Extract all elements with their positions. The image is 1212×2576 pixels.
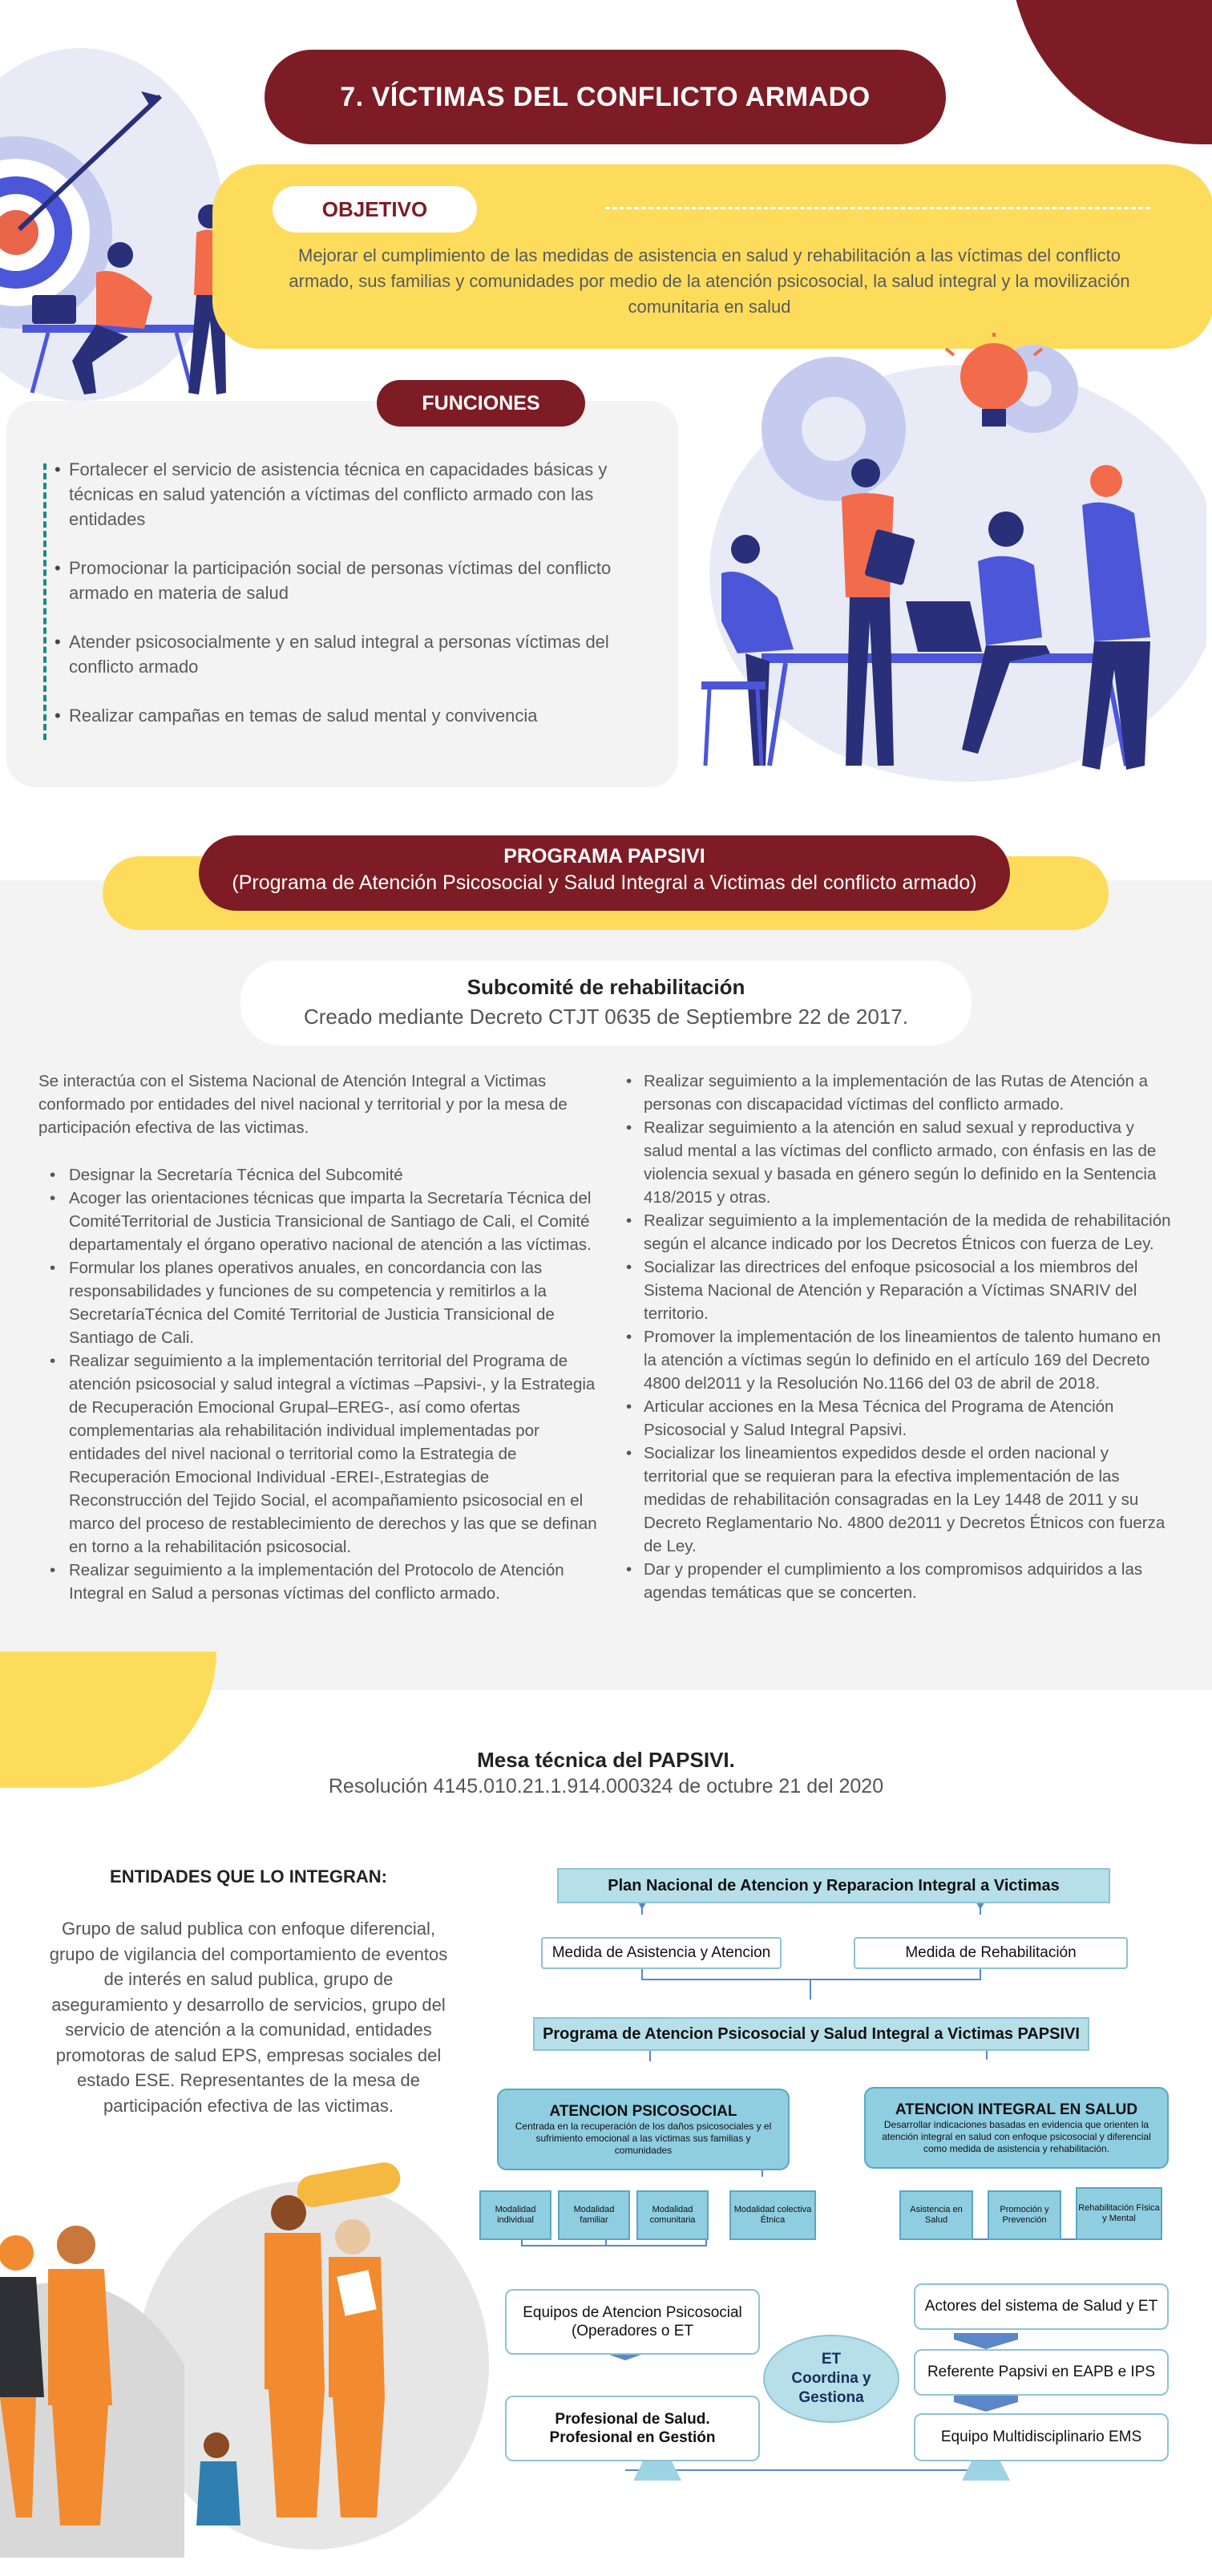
list-item: • Socializar las directrices del enfoque psicosocial a los miembros del Sistema Nacional de Atención y Reparación a Víctimas SNARIV del territorio. — [621, 1256, 1174, 1325]
funciones-item: • Atender psicosocialmente y en salud integral a personas víctimas del conflicto armado — [55, 629, 648, 679]
subcomite-text: Creado mediante Decreto CTJT 0635 de Septiembre 22 de 2017. — [304, 1005, 908, 1029]
funciones-item: • Fortalecer el servicio de asistencia técnica en capacidades básicas y técnicas en salud yatención a víctimas del conflicto armado con las entidades — [55, 457, 648, 532]
list-item: • Articular acciones en la Mesa Técnica del Programa de Atención Psicosocial y Salud Integral Papsivi. — [621, 1395, 1174, 1442]
subcomite-title: Subcomité de rehabilitación — [467, 975, 745, 999]
medida-asistencia-box: Medida de Asistencia y Atencion — [541, 1937, 782, 1969]
list-item: • Dar y propender el cumplimiento a los compromisos adquiridos a las agendas temáticas que se concerten. — [621, 1558, 1174, 1604]
page-title: 7. VÍCTIMAS DEL CONFLICTO ARMADO — [265, 50, 946, 144]
list-item: • Designar la Secretaría Técnica del Subcomité — [38, 1163, 600, 1187]
list-item: • Realizar seguimiento a la implementación del Protocolo de Atención Integral en Salud a personas víctimas del conflicto armado. — [38, 1559, 600, 1605]
left-column — [38, 1070, 600, 1605]
medida-rehabilitacion-box: Medida de Rehabilitación — [854, 1937, 1128, 1969]
profesional-salud-box: Profesional de Salud. Profesional en Gestión — [505, 2396, 760, 2461]
list-item: • Realizar seguimiento a la implementación de las Rutas de Atención a personas con discapacidad víctimas del conflicto armado. — [621, 1070, 1174, 1116]
papsivi-subtitle: (Programa de Atención Psicosocial y Salud Integral a Victimas del conflicto armado) — [232, 871, 977, 894]
funciones-divider — [43, 463, 46, 740]
objetivo-text: Mejorar el cumplimiento de las medidas de asistencia en salud y rehabilitación a las víctimas del conflicto armado, sus familias y comunidades por medio de la atención psicosocial, la salud integral y la movilización comunitaria en salud — [289, 245, 1130, 317]
et-coordina-box: ET Coordina y Gestiona — [763, 2335, 899, 2423]
papsivi-diagram — [481, 1860, 1202, 2485]
list-item: • Realizar seguimiento a la atención en salud sexual y reproductiva y salud mental a las víctimas del conflicto armado, con énfasis en las de violencia sexual y basada en género según lo definido en la Sentencia 418/2015 y otras. — [621, 1116, 1174, 1209]
atencion-integral-title: ATENCION INTEGRAL EN SALUD — [895, 2101, 1138, 2118]
atencion-psicosocial-title: ATENCION PSICOSOCIAL — [549, 2102, 737, 2120]
papsivi-header — [199, 835, 1010, 911]
modalidad-comunitaria-box: Modalidad comunitaria — [636, 2190, 709, 2240]
referente-papsivi-box: Referente Papsivi en EAPB e IPS — [914, 2349, 1169, 2396]
atencion-integral-box — [864, 2087, 1169, 2169]
list-item: • Acoger las orientaciones técnicas que imparta la Secretaría Técnica del ComitéTerritorial de Justicia Transicional de Santiago de Cali, el Comité departamentaly el órgano operativo nacional de atención a las víctimas. — [38, 1187, 600, 1256]
funciones-list — [55, 457, 648, 752]
mesa-resolution: Resolución 4145.010.21.1.914.000324 de octubre 21 del 2020 — [328, 1775, 884, 1798]
corner-decoration — [1010, 0, 1212, 144]
funciones-item: • Promocionar la participación social de personas víctimas del conflicto armado en materia de salud — [55, 556, 648, 605]
promocion-prevencion-box: Promoción y Prevención — [988, 2190, 1061, 2240]
subcomite-card — [240, 960, 972, 1045]
atencion-psicosocial-text: Centrada en la recuperación de los daños psicosociales y el sufrimiento emocional a las víctimas sus familias y comunidades — [515, 2120, 772, 2156]
mesa-title: Mesa técnica del PAPSIVI. — [477, 1748, 735, 1772]
modalidad-individual-box: Modalidad individual — [479, 2190, 551, 2240]
list-item: • Promover la implementación de los lineamientos de talento humano en la atención a víctimas según lo definido en el artículo 169 del Decreto 4800 del2011 y la Resolución No.1166 del 03 de abril de 2018. — [621, 1325, 1174, 1395]
atencion-integral-text: Desarrollar indicaciones basadas en evidencia que orienten la atención integral en salud con enfoque psicosocial y diferencial como medida de asistencia y rehabilitación. — [882, 2118, 1151, 2154]
papsivi-title: PROGRAMA PAPSIVI — [503, 845, 705, 867]
list-item: • Formular los planes operativos anuales, en concordancia con las responsabilidades y funciones de su competencia y remitirlos a la SecretaríaTécnica del Comité Territorial de Justicia Transicional de Santiago de Cali. — [38, 1256, 600, 1349]
programa-papsivi-box: Programa de Atencion Psicosocial y Salud Integral a Victimas PAPSIVI — [533, 2017, 1089, 2051]
entidades-text: Grupo de salud publica con enfoque diferencial, grupo de vigilancia del comportamiento de eventos de interés en salud publica, grupo de aseguramiento y desarrollo de servicios, grupo del servicio de atención a la comunidad, entidades promotoras de salud EPS, empresas sociales del estado ESE. Representantes de la mesa de participación efectiva de las victimas. — [49, 1919, 448, 2116]
target-illustration — [0, 80, 240, 401]
equipo-ems-box: Equipo Multidisciplinario EMS — [914, 2413, 1169, 2461]
modalidad-etnica-box: Modalidad colectiva Étnica — [729, 2190, 816, 2240]
people-illustration — [0, 2157, 497, 2558]
equipos-psicosocial-box: Equipos de Atencion Psicosocial (Operadores o ET — [505, 2289, 760, 2355]
entidades-title: ENTIDADES QUE LO INTEGRAN: — [110, 1866, 387, 1887]
objetivo-divider — [605, 207, 1150, 209]
list-item: • Realizar seguimiento a la implementación territorial del Programa de atención psicosocial y salud integral a víctimas –Papsivi-, y la Estrategia de Recuperación Emocional Grupal–EREG-, así como ofertas complementarias ala rehabilitación individual implementadas por entidades del nivel nacional o territorial como la Estrategia de Recuperación Emocional Individual -EREI-,Estrategias de Reconstrucción del Tejido Social, el acompañamiento psicosocial en el marco del proceso de restablecimiento de derechos y las que se definan en torno a la rehabilitación psicosocial. — [38, 1349, 600, 1559]
list-item: • Realizar seguimiento a la implementación de la medida de rehabilitación según el alcance indicado por los Decretos Étnicos con fuerza de Ley. — [621, 1209, 1174, 1256]
rehabilitacion-box: Rehabilitación Física y Mental — [1076, 2187, 1162, 2240]
team-illustration — [689, 333, 1206, 798]
funciones-label: FUNCIONES — [377, 380, 585, 427]
actores-sistema-box: Actores del sistema de Salud y ET — [914, 2283, 1169, 2330]
plan-nacional-box: Plan Nacional de Atencion y Reparacion Integral a Victimas — [557, 1868, 1110, 1903]
objetivo-label: OBJETIVO — [273, 186, 477, 233]
list-item: • Socializar los lineamientos expedidos desde el orden nacional y territorial que se requieran para la efectiva implementación de las medidas de rehabilitación consagradas en la Ley 1448 de 2011 y su Decreto Reglamentario No. 4800 de2011 y Decretos Étnicos con fuerza de Ley. — [621, 1442, 1174, 1558]
right-column — [621, 1070, 1174, 1604]
asistencia-salud-box: Asistencia en Salud — [899, 2190, 973, 2240]
funciones-item: • Realizar campañas en temas de salud mental y convivencia — [55, 703, 648, 728]
modalidad-familiar-box: Modalidad familiar — [558, 2190, 630, 2240]
left-intro: Se interactúa con el Sistema Nacional de Atención Integral a Victimas conformado por entidades del nivel nacional y territorial y por la mesa de participación efectiva de las victimas. — [38, 1072, 568, 1137]
atencion-psicosocial-box — [497, 2089, 790, 2170]
